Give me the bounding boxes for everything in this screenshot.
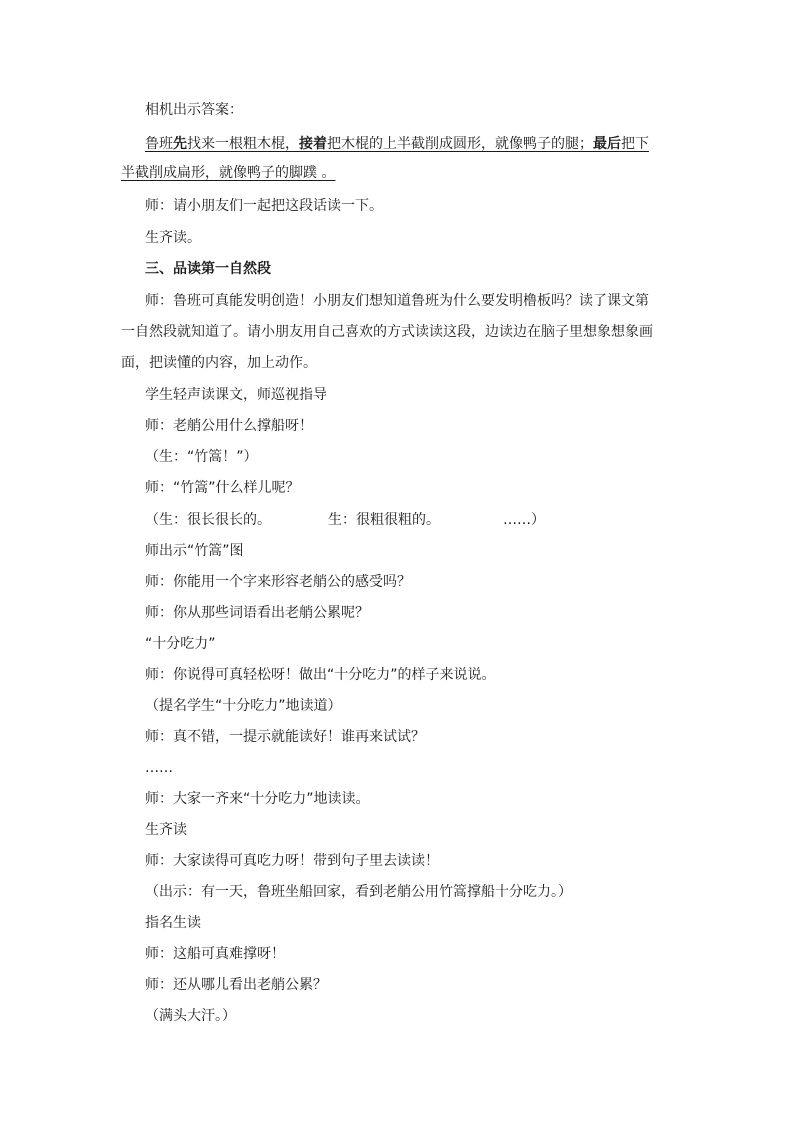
text-line: 指名生读 <box>145 915 201 931</box>
text-line: 师：还从哪儿看出老艄公累？ <box>145 977 327 993</box>
text-line: 师：你说得可真轻松呀！做出“十分吃力”的样子来说说。 <box>145 667 496 683</box>
text-line: （提名学生“十分吃力”地读道） <box>145 698 342 714</box>
text-line: 师：真不错，一提示就能读好！谁再来试试？ <box>145 729 425 745</box>
answer-line-2: 半截削成扁形，就像鸭子的脚蹼 。 <box>121 165 336 181</box>
section-heading: 三、品读第一自然段 <box>145 261 271 277</box>
text-line: 生齐读。 <box>145 230 201 246</box>
answer-text: 把下 <box>621 136 649 152</box>
answer-text: 把木棍的上半截削成圆形，就像鸭子的腿； <box>327 136 593 152</box>
text-line: 相机出示答案： <box>145 102 243 118</box>
text-line: 师：“竹篙”什么样儿呢？ <box>145 480 300 496</box>
answer-keyword: 最后 <box>593 136 621 152</box>
text-line-part: 生：很粗很粗的。 <box>328 512 440 528</box>
text-line: 师出示“竹篙”图 <box>145 543 244 559</box>
text-line: 学生轻声读课文，师巡视指导 <box>145 387 327 403</box>
text-line: 师：你从那些词语看出老艄公累呢？ <box>145 605 369 621</box>
text-line-part: ……） <box>503 512 545 528</box>
text-line: 生齐读 <box>145 822 187 838</box>
answer-line-1 <box>145 134 649 154</box>
answer-keyword: 接着 <box>299 136 327 152</box>
text-line: 面，把读懂的内容，加上动作。 <box>121 355 317 371</box>
text-line: （出示：有一天，鲁班坐船回家，看到老艄公用竹篙撑船十分吃力。） <box>145 884 572 900</box>
text-line: 师：请小朋友们一起把这段话读一下。 <box>145 198 383 214</box>
text-line: 一自然段就知道了。请小朋友用自己喜欢的方式读读这段，边读边在脑子里想象想象画 <box>121 324 653 340</box>
text-line: （满头大汗。） <box>145 1008 236 1024</box>
answer-keyword: 先 <box>173 136 187 152</box>
text-line: “十分吃力” <box>145 636 216 652</box>
text-line: 师：这船可真难撑呀！ <box>145 946 285 962</box>
text-line: （生：“竹篙！”） <box>145 449 258 465</box>
text-line: 师：你能用一个字来形容老艄公的感受吗？ <box>145 574 411 590</box>
text-line: 师：鲁班可真能发明创造！小朋友们想知道鲁班为什么要发明橹板吗？读了课文第 <box>145 293 649 309</box>
text-line-part: （生：很长很长的。 <box>145 512 271 528</box>
answer-text: 鲁班 <box>145 136 173 152</box>
text-line: 师：大家读得可真吃力呀！带到句子里去读读！ <box>145 853 439 869</box>
text-line: …… <box>145 760 173 776</box>
answer-text: 找来一根粗木棍， <box>187 136 299 152</box>
text-line: 师：大家一齐来“十分吃力”地读读。 <box>145 791 370 807</box>
text-line: 师：老艄公用什么撑船呀！ <box>145 418 313 434</box>
